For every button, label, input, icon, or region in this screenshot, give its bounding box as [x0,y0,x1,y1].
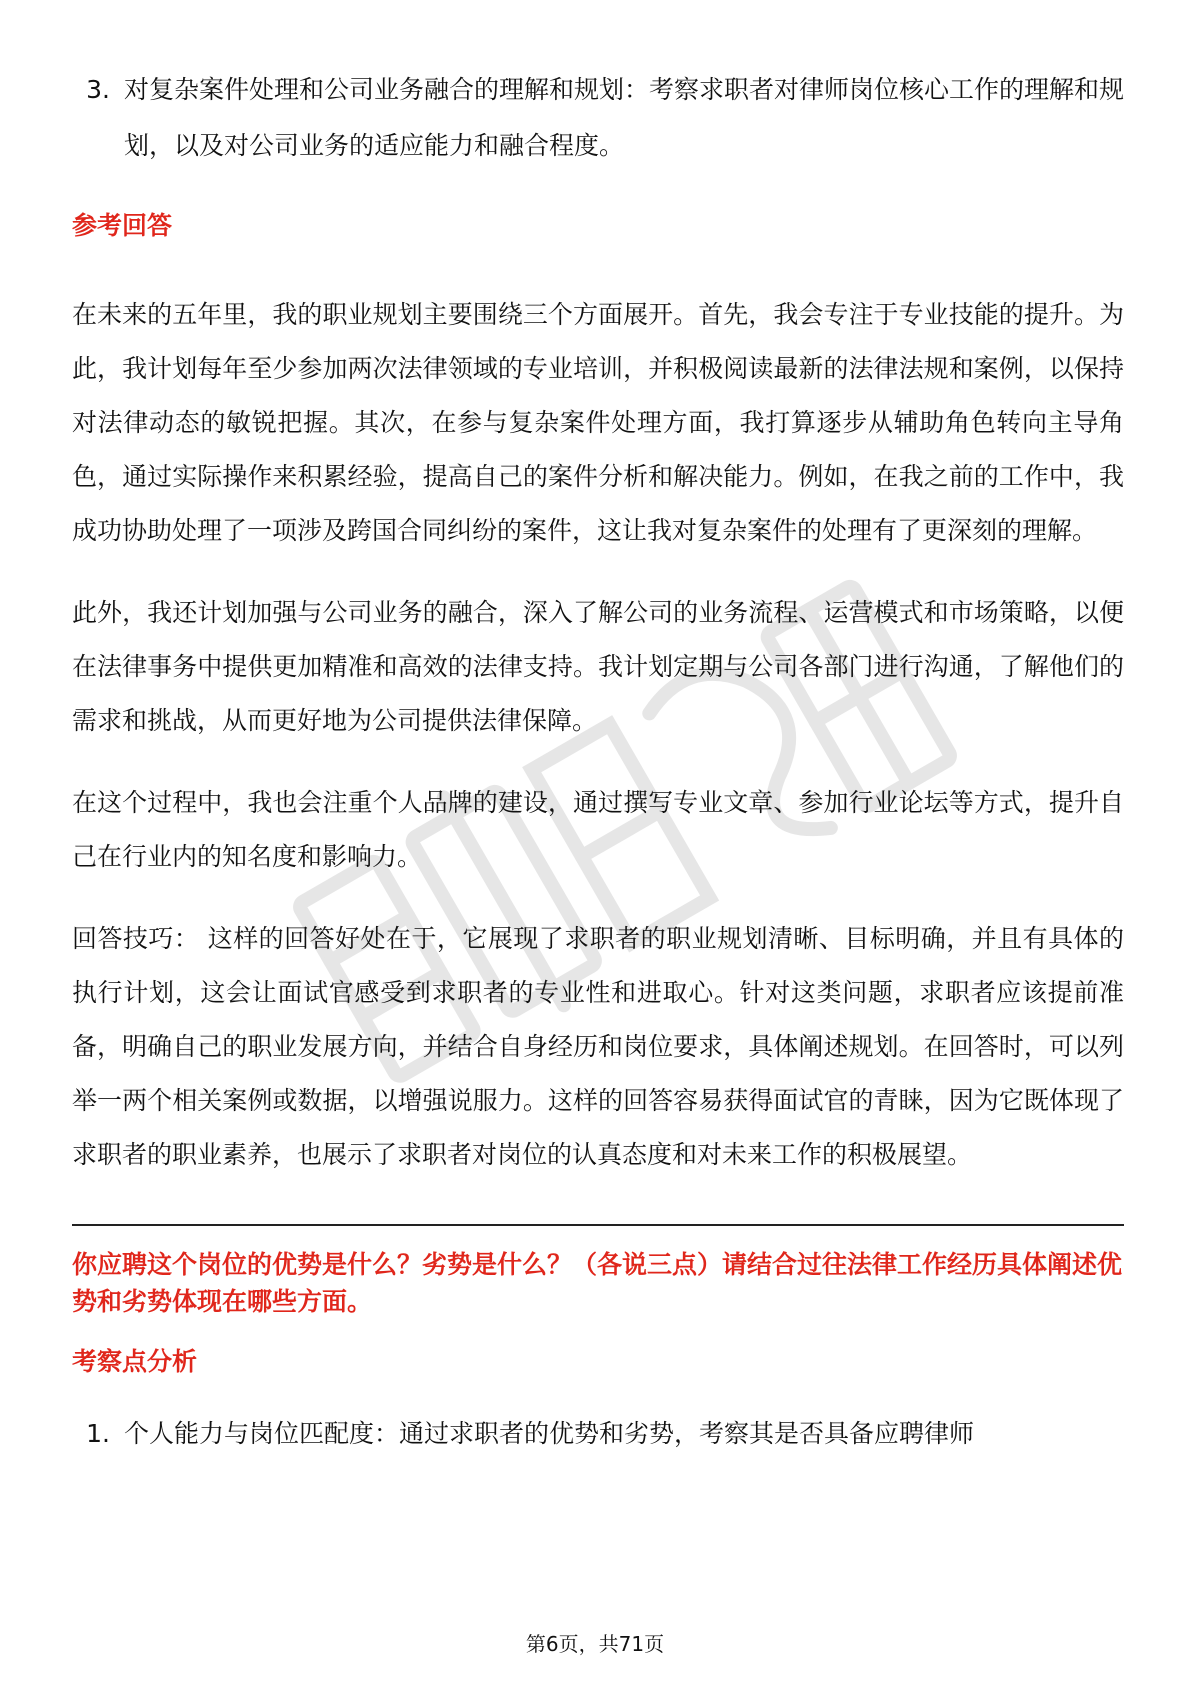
analysis-item-1 [72,1406,1124,1462]
answer-paragraph-3: 在这个过程中，我也会注重个人品牌的建设，通过撰写专业文章、参加行业论坛等方式，提升自己在行业内的知名度和影响力。 [72,788,1124,871]
analysis-item-3 [72,62,1124,174]
answer-paragraph-1: 在未来的五年里，我的职业规划主要围绕三个方面展开。首先，我会专注于专业技能的提升。为此，我计划每年至少参加两次法律领域的专业培训，并积极阅读最新的法律法规和案例，以保持对法律动态的敏锐把握。其次，在参与复杂案件处理方面，我打算逐步从辅助角色转向主导角色，通过实际操作来积累经验，提高自己的案件分析和解决能力。例如，在我之前的工作中，我成功协助处理了一项涉及跨国合同纠纷的案件，这让我对复杂案件的处理有了更深刻的理解。 [72,300,1124,545]
reference-answer-heading: 参考回答 [72,211,173,240]
answer-paragraph-2: 此外，我还计划加强与公司业务的融合，深入了解公司的业务流程、运营模式和市场策略，以便在法律事务中提供更加精准和高效的法律支持。我计划定期与公司各部门进行沟通，了解他们的需求和挑战，从而更好地为公司提供法律保障。 [72,598,1124,735]
list-number: 1. [86,1419,110,1448]
analysis-heading: 考察点分析 [72,1347,198,1376]
page-footer: 第6页，共71页 [525,1632,665,1656]
document-content [72,62,1124,1462]
list-item-text: 个人能力与岗位匹配度：通过求职者的优势和劣势，考察其是否具备应聘律师 [124,1419,975,1448]
question-heading: 你应聘这个岗位的优势是什么？劣势是什么？（各说三点）请结合过往法律工作经历具体阐述优势和劣势体现在哪些方面。 [72,1250,1123,1316]
list-number: 3. [86,75,110,104]
answer-tips-paragraph: 回答技巧： 这样的回答好处在于，它展现了求职者的职业规划清晰、目标明确，并且有具体的执行计划，这会让面试官感受到求职者的专业性和进取心。针对这类问题，求职者应该提前准备，明确自己的职业发展方向，并结合自身经历和岗位要求，具体阐述规划。在回答时，可以列举一两个相关案例或数据，以增强说服力。这样的回答容易获得面试官的青睐，因为它既体现了求职者的职业素养，也展示了求职者对岗位的认真态度和对未来工作的积极展望。 [72,924,1124,1169]
list-item-text: 对复杂案件处理和公司业务融合的理解和规划：考察求职者对律师岗位核心工作的理解和规划，以及对公司业务的适应能力和融合程度。 [124,75,1125,160]
